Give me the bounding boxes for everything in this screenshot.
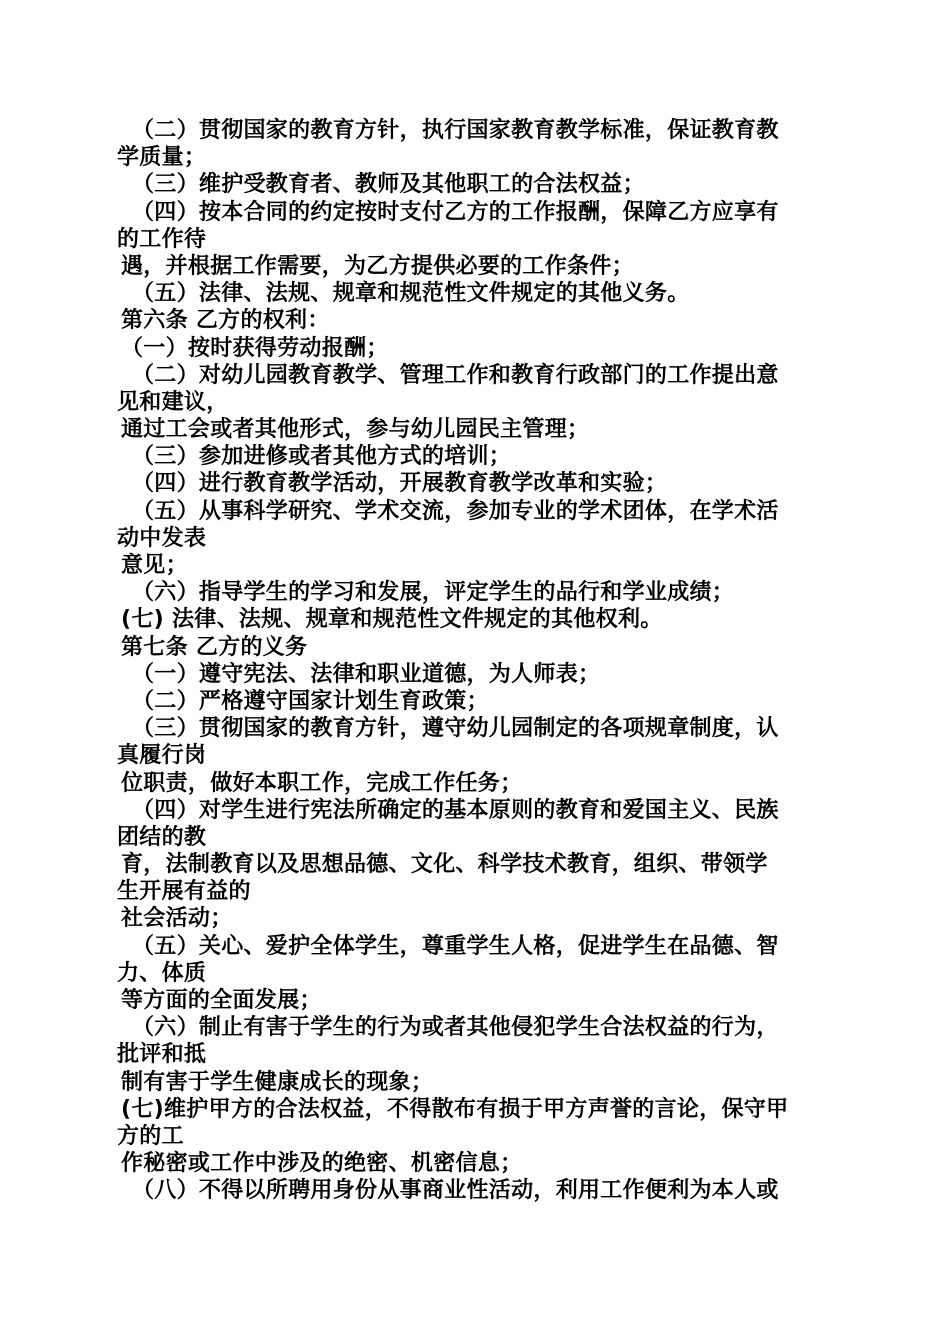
document-text-line: （六）制止有害于学生的行为或者其他侵犯学生合法权益的行为， [132,1015,779,1041]
document-text-line: 方的工 [117,1123,184,1149]
document-text-line: 生开展有益的 [117,879,251,905]
document-text-line: （二）严格遵守国家计划生育政策； [132,688,489,714]
document-text-line: （三）参加进修或者其他方式的培训； [132,444,512,470]
document-text-line: 第七条 乙方的义务 [121,634,308,660]
document-text-line: （八）不得以所聘用身份从事商业性活动，利用工作便利为本人或 [132,1178,779,1204]
document-text-line: 团结的教 [117,824,207,850]
document-text-line: 等方面的全面发展； [121,988,322,1013]
document-text-line: （三）贯彻国家的教育方针，遵守幼儿园制定的各项规章制度，认 [132,716,779,742]
document-text-line: 学质量； [117,145,207,171]
document-text-line: 动中发表 [117,525,207,551]
document-text-line: （五）法律、法规、规章和规范性文件规定的其他义务。 [132,281,690,307]
document-text-line: （三）维护受教育者、教师及其他职工的合法权益； [132,172,645,198]
document-text-line: 通过工会或者其他形式，参与幼儿园民主管理； [121,417,590,443]
document-text-line: 第六条 乙方的权利： [121,308,330,334]
document-text-line: （四）进行教育教学活动，开展教育教学改革和实验； [132,471,668,497]
document-text-line: (七)维护甲方的合法权益，不得散布有损于甲方声誉的言论，保守甲 [121,1096,789,1122]
document-text-line: 位职责，做好本职工作，完成工作任务； [121,770,523,796]
document-text-line: （二）贯彻国家的教育方针，执行国家教育教学标准，保证教育教 [132,118,779,143]
document-text-line: 制有害于学生健康成长的现象； [121,1069,434,1095]
document-text-line: 力、体质 [117,960,207,986]
document-text-line: （二）对幼儿园教育教学、管理工作和教育行政部门的工作提出意 [132,362,779,388]
document-text-line: 遇，并根据工作需要，为乙方提供必要的工作条件； [121,253,634,279]
document-text-line: （一）遵守宪法、法律和职业道德，为人师表； [132,661,601,687]
document-text-line: （四）按本合同的约定按时支付乙方的工作报酬，保障乙方应享有 [132,199,779,225]
document-text-line: 作秘密或工作中涉及的绝密、机密信息； [121,1151,523,1177]
document-text-line: (七) 法律、法规、规章和规范性文件规定的其他权利。 [121,607,663,633]
document-text-line: （六）指导学生的学习和发展，评定学生的品行和学业成绩； [132,580,735,606]
document-text-line: 的工作待 [117,226,207,252]
document-text-line: 批评和抵 [117,1042,207,1068]
document-text-line: （五）关心、爱护全体学生，尊重学生人格，促进学生在品德、智 [132,933,779,959]
document-text-line: （五）从事科学研究、学术交流，参加专业的学术团体，在学术活 [132,498,779,524]
document-body [117,117,837,1205]
document-text-line: 社会活动； [121,906,233,932]
document-text-line: 真履行岗 [117,743,207,769]
document-text-line: （四）对学生进行宪法所确定的基本原则的教育和爱国主义、民族 [132,797,779,823]
document-text-line: 育，法制教育以及思想品德、文化、科学技术教育，组织、带领学 [121,852,768,878]
document-text-line: 见和建议， [117,389,229,415]
document-text-line: （一）按时获得劳动报酬； [121,335,389,361]
document-text-line: 意见； [121,553,188,578]
